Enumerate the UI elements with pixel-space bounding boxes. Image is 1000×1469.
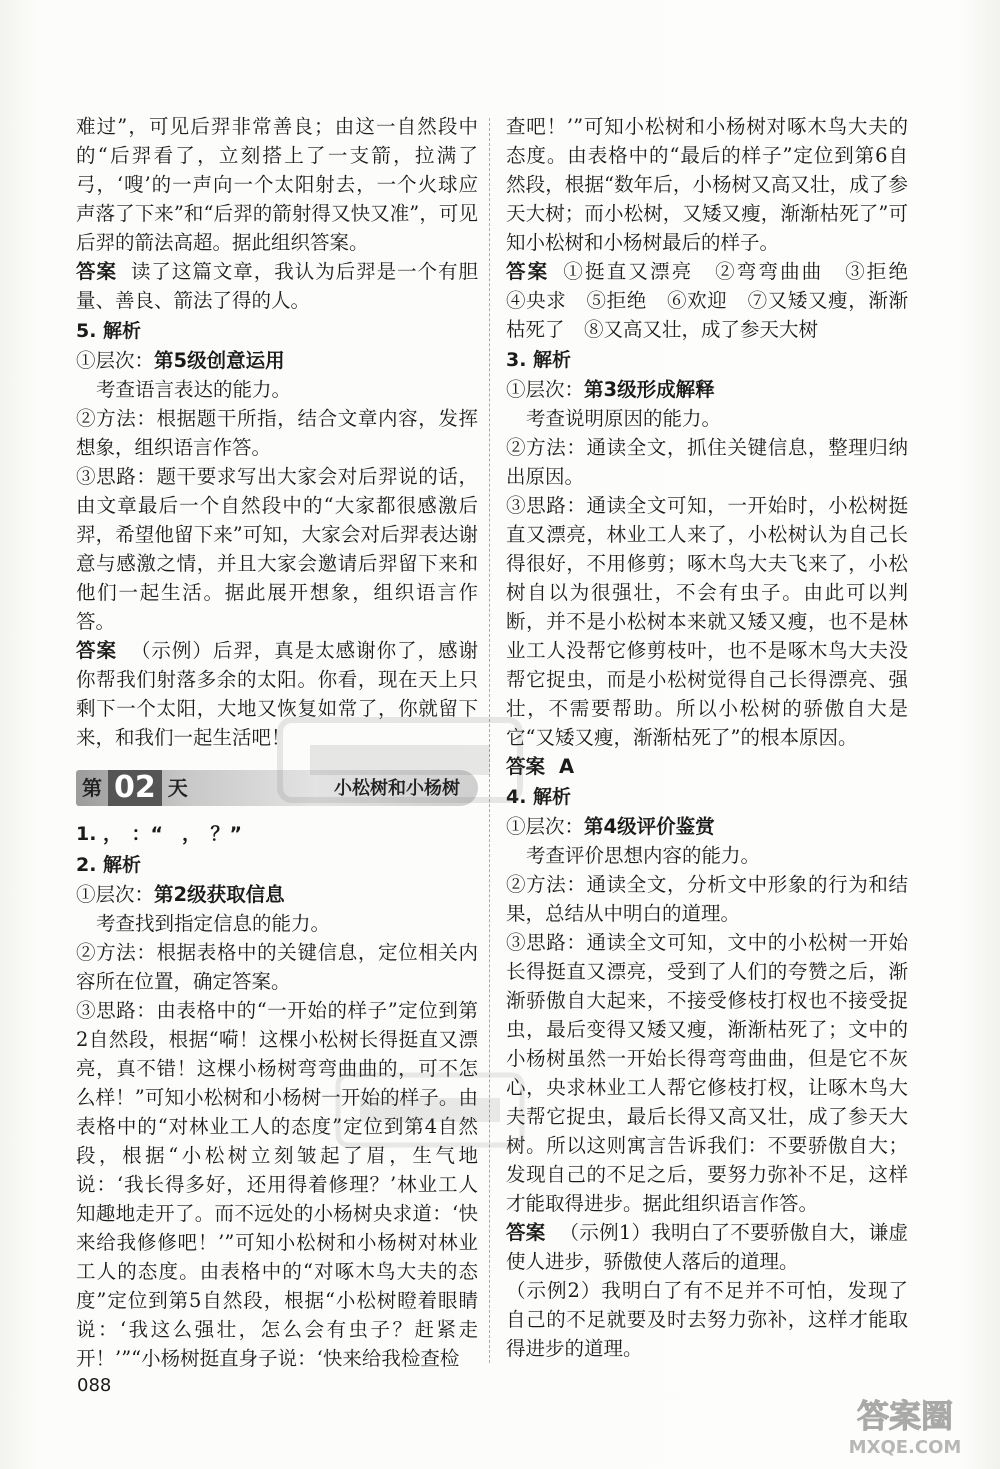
answer-line-2: （示例2）我明白了有不足并不可怕，发现了自己的不足就要及时去努力弥补，这样才能取得进步的道理。 xyxy=(506,1279,908,1360)
paragraph: 难过”，可见后羿非常善良；由这一自然段中的“后羿看了，立刻搭上了一支箭，拉满了弓，‘嗖’的一声向一个太阳射去，一个火球应声落了下来”和“后羿的箭射得又快又准”，可见后羿的箭法高超。据此组织答案。 xyxy=(76,115,478,254)
level-desc: 考查语言表达的能力。 xyxy=(96,378,292,401)
method-line: ②方法：根据题干所指，结合文章内容，发挥想象，组织语言作答。 xyxy=(76,407,478,459)
paragraph: 查吧！’”可知小松树和小杨树对啄木鸟大夫的态度。由表格中的“最后的样子”定位到第6自然段，根据“数年后，小杨树又高又壮，成了参天大树；而小松树，又矮又瘦，渐渐枯死了”可知小松树和小杨树最后的样子。 xyxy=(506,115,908,254)
method-line: ②方法：通读全文，分析文中形象的行为和结果，总结从中明白的道理。 xyxy=(506,873,908,925)
answer-label: 答案 xyxy=(76,260,117,283)
level-line: ①层次：第4级评价鉴赏 xyxy=(506,815,715,838)
section-heading-3: 3. 解析 xyxy=(506,349,572,371)
answer-line xyxy=(76,257,478,315)
level-line: ①层次：第3级形成解释 xyxy=(506,378,715,401)
answer-text: 读了这篇文章，我认为后羿是一个有胆量、善良、箭法了得的人。 xyxy=(76,260,478,312)
answer-line: 答案 A xyxy=(506,755,575,778)
section-heading-5: 5. 解析 xyxy=(76,320,142,342)
method-line: ②方法：根据表格中的关键信息，定位相关内容所在位置，确定答案。 xyxy=(76,941,478,993)
answer-line: 答案 （示例）后羿，真是太感谢你了，感谢你帮我们射落多余的太阳。你看，现在天上只剩下一个太阳，大地又恢复如常了，你就留下来，和我们一起生活吧！ xyxy=(76,639,478,749)
answer-label: 答案 xyxy=(76,639,117,662)
section-heading-4: 4. 解析 xyxy=(506,786,572,808)
level-line: ①层次：第2级获取信息 xyxy=(76,883,285,906)
question-1: 1. ， ：“ ， ？” xyxy=(76,823,243,845)
level-line: ①层次：第5级创意运用 xyxy=(76,349,285,372)
method-line: ②方法：通读全文，抓住关键信息，整理归纳出原因。 xyxy=(506,436,908,488)
thinking-line: ③思路：由表格中的“一开始的样子”定位到第2自然段，根据“嗬！这棵小松树长得挺直又漂亮，真不错！这棵小杨树弯弯曲曲的，可不怎么样！”可知小松树和小杨树一开始的样子。由表格中的“对林业工人的态度”定位到第4自然段，根据“小松树立刻皱起了眉，生气地说：‘我长得多好，还用得着修理？’林业工人知趣地走开了。而不远处的小杨树央求道：‘快来给我修修吧！’”可知小松树和小杨树对林业工人的态度。由表格中的“对啄木鸟大夫的态度”定位到第5自然段，根据“小松树瞪着眼睛说：‘我这么强壮，怎么会有虫子？赶紧走开！’”“小杨树挺直身子说：‘快来给我检查检 xyxy=(76,999,478,1370)
answer-line: 答案 （示例1）我明白了不要骄傲自大，谦虚使人进步，骄傲使人落后的道理。 xyxy=(506,1221,908,1273)
answer-line: 答案 ①挺直又漂亮 ②弯弯曲曲 ③拒绝 ④央求 ⑤拒绝 ⑥欢迎 ⑦又矮又瘦，渐渐枯死了 ⑧又高又壮，成了参天大树 xyxy=(506,260,928,341)
watermark-stamp-icon xyxy=(330,1060,530,1160)
level-desc: 考查说明原因的能力。 xyxy=(526,407,722,430)
thinking-line: ③思路：通读全文可知，一开始时，小松树挺直又漂亮，林业工人来了，小松树认为自己长得很好，不用修剪；啄木鸟大夫飞来了，小松树自以为很强壮，不会有虫子。由此可以判断，并不是小松树本来就又矮又瘦，也不是林业工人没帮它修剪枝叶，也不是啄木鸟大夫没帮它捉虫，而是小松树觉得自己长得漂亮、强壮，不需要帮助。所以小松树的骄傲自大是它“又矮又瘦，渐渐枯死了”的根本原因。 xyxy=(506,494,908,749)
watermark-url-text: MXQE.COM xyxy=(848,1437,962,1458)
answer-label: 答案 xyxy=(506,1221,546,1244)
level-desc: 考查找到指定信息的能力。 xyxy=(96,912,331,935)
banner-day-number: 02 xyxy=(108,770,162,806)
page-number: 088 xyxy=(77,1375,112,1396)
banner-title: 小松树和小杨树 xyxy=(334,777,460,799)
level-desc: 考查评价思想内容的能力。 xyxy=(526,844,761,867)
site-watermark-logo-icon xyxy=(830,1385,980,1460)
watermark-stamp-icon xyxy=(270,700,530,820)
thinking-line: ③思路：通读全文可知，文中的小松树一开始长得挺直又漂亮，受到了人们的夸赞之后，渐渐骄傲自大起来，不接受修枝打杈也不接受捉虫，最后变得又矮又瘦，渐渐枯死了；文中的小杨树虽然一开始长得弯弯曲曲，但是它不灰心，央求林业工人帮它修枝打杈，让啄木鸟大夫帮它捉虫，最后长得又高又壮，成了参天大树。所以这则寓言告诉我们：不要骄傲自大；发现自己的不足之后，要努力弥补不足，这样才能取得进步。据此组织语言作答。 xyxy=(506,931,908,1215)
banner-day-prefix: 第 xyxy=(82,775,102,800)
answer-label: 答案 xyxy=(506,260,550,283)
right-column xyxy=(506,112,928,1363)
watermark-logo-text: 答案圈 xyxy=(856,1397,954,1435)
thinking-line: ③思路：题干要求写出大家会对后羿说的话，由文章最后一个自然段中的“大家都很感激后羿，希望他留下来”可知，大家会对后羿表达谢意与感激之情，并且大家会邀请后羿留下来和他们一起生活。据此展开想象，组织语言作答。 xyxy=(76,465,478,633)
section-heading-2: 2. 解析 xyxy=(76,854,142,876)
level-text: 第5级创意运用 xyxy=(154,349,285,372)
banner-day-suffix: 天 xyxy=(167,775,188,800)
answer-label: 答案 xyxy=(506,755,546,778)
